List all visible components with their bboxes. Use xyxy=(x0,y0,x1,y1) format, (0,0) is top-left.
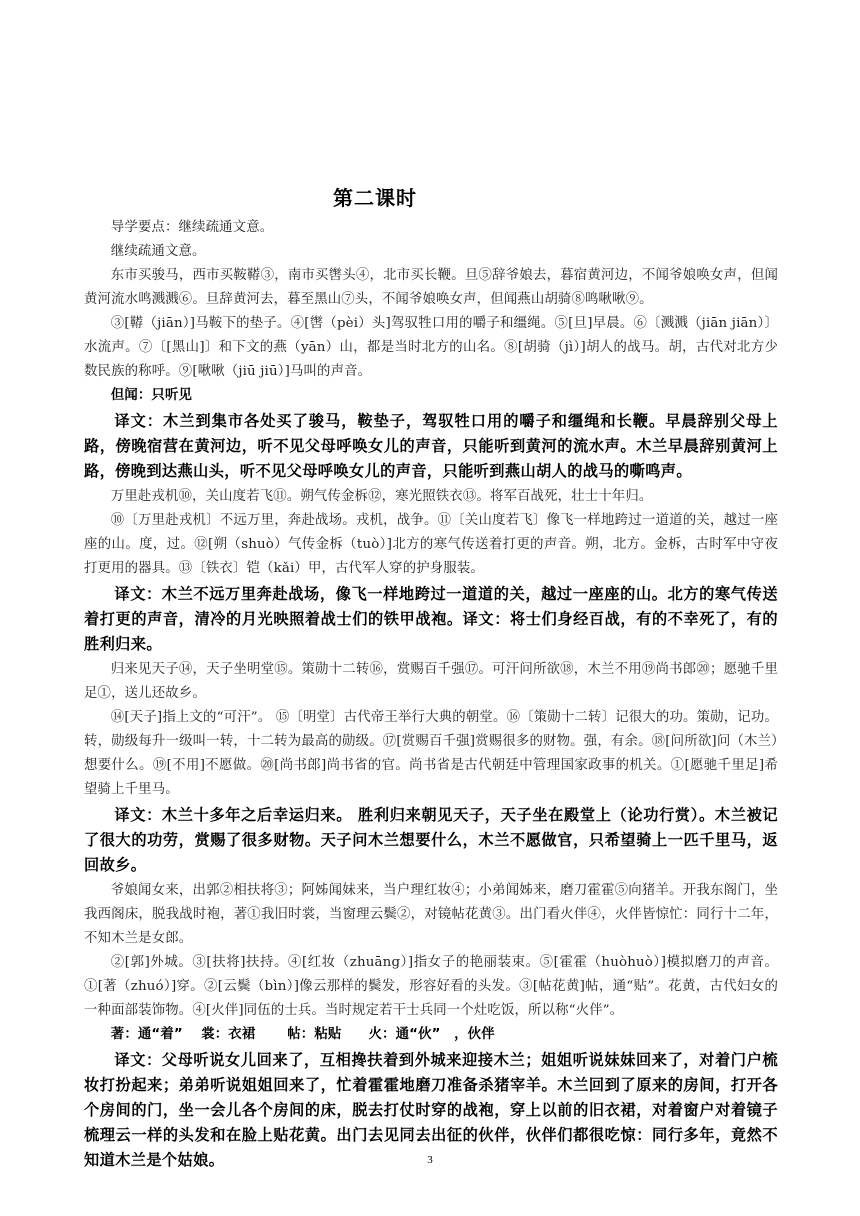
text-paragraph: 归来见天子⑭，天子坐明堂⑮。策勋十二转⑯，赏赐百千强⑰。可汗问所欲⑱，木兰不用⑲尚书郎⑳；愿驰千里足①，送儿还故乡。 xyxy=(84,662,778,701)
text-paragraph: ③[鞯（jiān）]马鞍下的垫子。④[辔（pèi）头]驾驭牲口用的嚼子和缰绳。⑤[旦]早晨。⑥〔溅溅（jiān jiān）〕水流声。⑦〔[黑山]〕和下文的燕（yān）山，都是当时北方的山名。⑧[胡骑（jì）]胡人的战马。胡，古代对北方少数民族的称呼。⑨[啾啾（jiū jiū）]马叫的声音。 xyxy=(84,316,778,379)
translation-paragraph: 译文：木兰到集市各处买了骏马，鞍垫子，驾驭牲口用的嚼子和缰绳和长鞭。早晨辞别父母上路，傍晚宿营在黄河边，听不见父母呼唤女儿的声音，只能听到黄河的流水声。木兰早晨辞别黄河上路，傍晚到达燕山头，听不见父母呼唤女儿的声音，只能听到燕山胡人的战马的嘶鸣声。 xyxy=(84,412,778,480)
translation-paragraph: 译文：木兰十多年之后幸运归来。 胜利归来朝见天子，天子坐在殿堂上（论功行赏）。木兰被记了很大的功劳，赏赐了很多财物。天子问木兰想要什么，木兰不愿做官，只希望骑上一匹千里马，返回故乡。 xyxy=(84,806,778,874)
translation-paragraph: 译文：父母听说女儿回来了，互相搀扶着到外城来迎接木兰；姐姐听说妹妹回来了，对着门户梳妆打扮起来；弟弟听说姐姐回来了，忙着霍霍地磨刀准备杀猪宰羊。木兰回到了原来的房间，打开各个房间的门，坐一会儿各个房间的床，脱去打仗时穿的战袍，穿上以前的旧衣裙，对着窗户对着镜子梳理云一样的头发和在脸上贴花黄。出门去见同去出征的伙伴，伙伴们都很吃惊：同行多年，竟然不知道木兰是个姑娘。 xyxy=(84,1051,778,1169)
document-body xyxy=(84,216,778,1174)
text-paragraph: ②[郭]外城。③[扶将]扶持。④[红妆（zhuāng）]指女子的艳丽装束。⑤[霍霍（huòhuò）]模拟磨刀的声音。①[著（zhuó）]穿。②[云鬓（bìn）]像云那样的鬓发，形容好看的头发。③[帖花黄]帖，通“贴”。花黄，古代妇女的一种面部装饰物。④[火伴]同伍的士兵。当时规定若干士兵同一个灶吃饭，所以称“火伴”。 xyxy=(84,955,778,1018)
text-paragraph: 继续疏通文意。 xyxy=(110,244,206,259)
page-title: 第二课时 xyxy=(333,186,417,210)
text-paragraph: ⑩〔万里赴戎机〕不远万里，奔赴战场。戎机，战争。⑪〔关山度若飞〕像飞一样地跨过一道道的关，越过一座座的山。度，过。⑫[朔（shuò）气传金柝（tuò）]北方的寒气传送着打更的声音。朔，北方。金柝，古时军中守夜打更用的器具。⑬〔铁衣〕铠（kǎi）甲，古代军人穿的护身服装。 xyxy=(84,513,778,576)
text-paragraph: 东市买骏马，西市买鞍鞯③，南市买辔头④，北市买长鞭。旦⑤辞爷娘去，暮宿黄河边，不闻爷娘唤女声，但闻黄河流水鸣溅溅⑥。旦辞黄河去，暮至黑山⑦头，不闻爷娘唤女声，但闻燕山胡骑⑧鸣啾啾⑨。 xyxy=(84,268,778,307)
text-paragraph: 爷娘闻女来，出郭②相扶将③；阿姊闻妹来，当户理红妆④；小弟闻姊来，磨刀霍霍⑤向猪羊。开我东阁门，坐我西阁床，脱我战时袍，著①我旧时裳，当窗理云鬓②，对镜帖花黄③。出门看火伴④，火伴皆惊忙：同行十二年，不知木兰是女郎。 xyxy=(84,883,778,946)
translation-paragraph: 译文：木兰不远万里奔赴战场，像飞一样地跨过一道道的关，越过一座座的山。北方的寒气传送着打更的声音，清冷的月光映照着战士们的铁甲战袍。译文：将士们身经百战，有的不幸死了，有的胜利归来。 xyxy=(84,585,778,653)
page-number: 3 xyxy=(427,1154,433,1166)
text-paragraph: 万里赴戎机⑩，关山度若飞⑪。朔气传金柝⑫，寒光照铁衣⑬。将军百战死，壮士十年归。 xyxy=(110,489,653,504)
text-paragraph: ⑭[天子]指上文的“可汗”。 ⑮〔明堂〕古代帝王举行大典的朝堂。⑯〔策勋十二转〕记很大的功。策勋，记功。转，勋级每升一级叫一转，十二转为最高的勋级。⑰[赏赐百千强]赏赐很多的财物。强，有余。⑱[问所欲]问（木兰）想要什么。⑲[不用]不愿做。⑳[尚书郎]尚书省的官。尚书省是古代朝廷中管理国家政事的机关。①[愿驰千里足]希望骑上千里马。 xyxy=(84,710,778,797)
note-line: 著：通“着” 裳：衣裙 帖：粘贴 火：通“伙” ，伙伴 xyxy=(110,1027,495,1042)
note-line: 但闻：只听见 xyxy=(110,388,193,403)
text-paragraph: 导学要点：继续疏通文意。 xyxy=(110,220,274,235)
